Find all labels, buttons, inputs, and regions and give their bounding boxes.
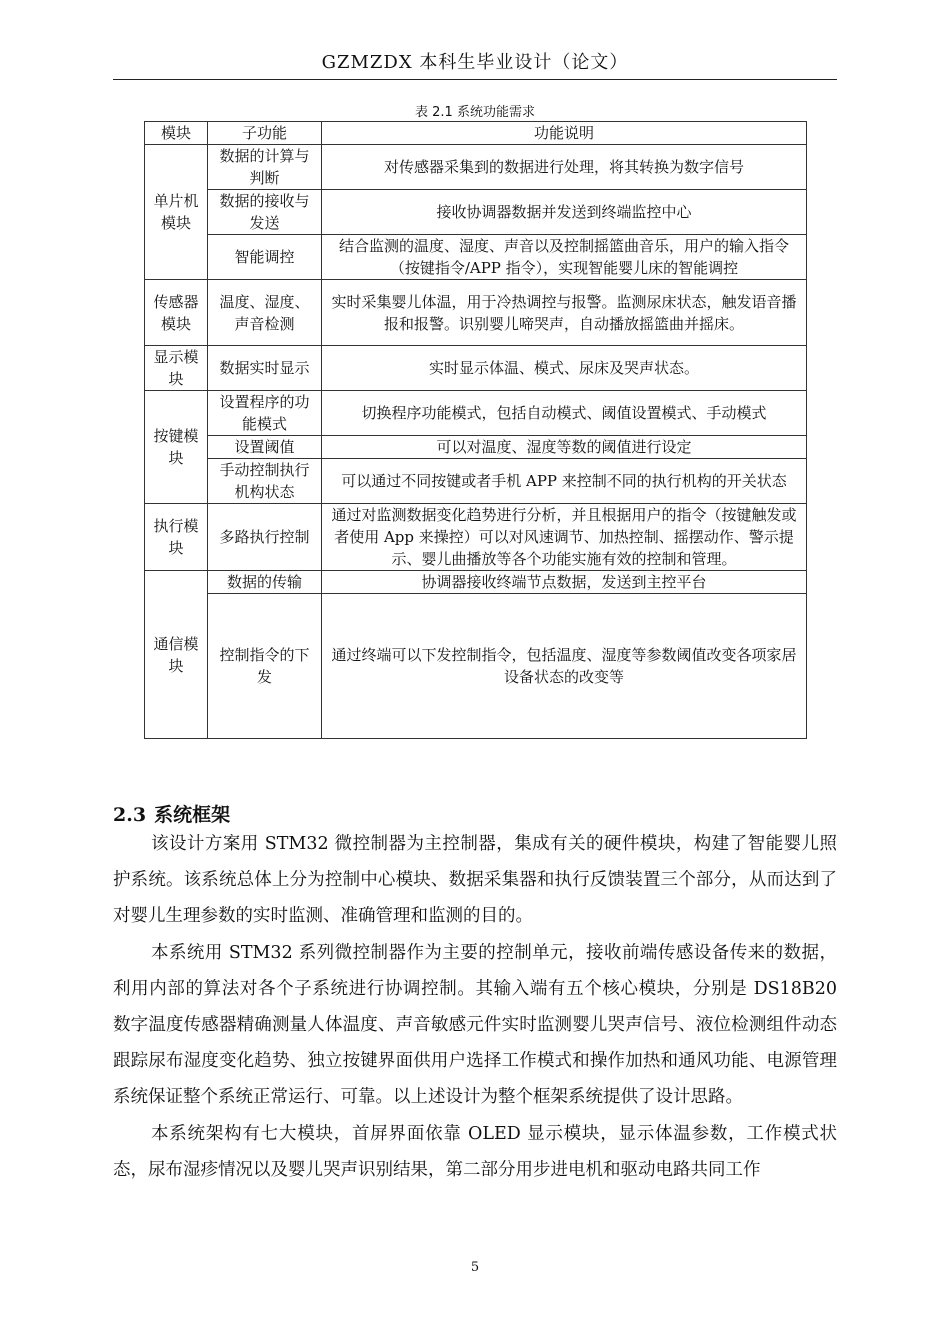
body-text xyxy=(113,826,837,1188)
module-cell: 传感器模块 xyxy=(145,280,208,346)
header-rule xyxy=(113,79,837,80)
module-cell: 执行模块 xyxy=(145,504,208,571)
subfunction-cell: 温度、湿度、声音检测 xyxy=(208,280,322,346)
table-header-row xyxy=(145,122,807,145)
section-heading xyxy=(113,800,230,827)
table-row xyxy=(145,145,807,190)
paragraph: 本系统架构有七大模块，首屏界面依靠 OLED 显示模块，显示体温参数，工作模式状态，尿布湿疹情况以及婴儿哭声识别结果，第二部分用步进电机和驱动电路共同工作 xyxy=(113,1123,837,1180)
description-cell: 结合监测的温度、湿度、声音以及控制摇篮曲音乐，用户的输入指令（按键指令/APP 指令），实现智能婴儿床的智能调控 xyxy=(322,235,807,280)
description-cell: 通过对监测数据变化趋势进行分析，并且根据用户的指令（按键触发或者使用 App 来操控）可以对风速调节、加热控制、摇摆动作、警示提示、婴儿曲播放等各个功能实施有效的控制和管理。 xyxy=(322,504,807,571)
subfunction-cell: 手动控制执行机构状态 xyxy=(208,459,322,504)
table-row xyxy=(145,280,807,346)
subfunction-cell: 数据实时显示 xyxy=(208,346,322,391)
subfunction-cell: 设置程序的功能模式 xyxy=(208,391,322,436)
description-cell: 接收协调器数据并发送到终端监控中心 xyxy=(322,190,807,235)
page-number: 5 xyxy=(470,1260,480,1275)
table-row xyxy=(145,391,807,436)
table-row xyxy=(145,504,807,571)
description-cell: 实时采集婴儿体温，用于冷热调控与报警。监测尿床状态，触发语音播报和报警。识别婴儿啼哭声，自动播放摇篮曲并摇床。 xyxy=(322,280,807,346)
subfunction-cell: 多路执行控制 xyxy=(208,504,322,571)
module-cell: 单片机模块 xyxy=(145,145,208,280)
description-cell: 协调器接收终端节点数据，发送到主控平台 xyxy=(322,571,807,594)
description-cell: 切换程序功能模式，包括自动模式、阈值设置模式、手动模式 xyxy=(322,391,807,436)
subfunction-cell: 数据的计算与判断 xyxy=(208,145,322,190)
paragraph: 该设计方案用 STM32 微控制器为主控制器，集成有关的硬件模块，构建了智能婴儿照护系统。该系统总体上分为控制中心模块、数据采集器和执行反馈装置三个部分，从而达到了对婴儿生理参数的实时监测、准确管理和监测的目的。 xyxy=(113,834,837,927)
description-cell: 可以通过不同按键或者手机 APP 来控制不同的执行机构的开关状态 xyxy=(322,459,807,504)
table-row xyxy=(145,571,807,594)
subfunction-cell: 数据的传输 xyxy=(208,571,322,594)
column-header-description: 功能说明 xyxy=(322,122,807,145)
table-row xyxy=(145,436,807,459)
module-cell: 显示模块 xyxy=(145,346,208,391)
description-cell: 对传感器采集到的数据进行处理，将其转换为数字信号 xyxy=(322,145,807,190)
table-row xyxy=(145,235,807,280)
table-caption: 表 2.1 系统功能需求 xyxy=(415,105,535,120)
module-cell: 按键模块 xyxy=(145,391,208,504)
column-header-subfunction: 子功能 xyxy=(208,122,322,145)
requirements-table xyxy=(144,121,807,739)
subfunction-cell: 智能调控 xyxy=(208,235,322,280)
description-cell: 可以对温度、湿度等数的阈值进行设定 xyxy=(322,436,807,459)
paragraph: 本系统用 STM32 系列微控制器作为主要的控制单元，接收前端传感设备传来的数据，利用内部的算法对各个子系统进行协调控制。其输入端有五个核心模块，分别是 DS18B20 数字温度传感器精确测量人体温度、声音敏感元件实时监测婴儿哭声信号、液位检测组件动态跟踪尿布湿度变化趋势、独立按键界面供用户选择工作模式和操作加热和通风功能、电源管理系统保证整个系统正常运行、可靠。以上述设计为整个框架系统提供了设计思路。 xyxy=(113,942,837,1108)
table-row xyxy=(145,594,807,739)
subfunction-cell: 设置阈值 xyxy=(208,436,322,459)
section-number: 2.3 xyxy=(113,804,147,826)
running-header: GZMZDX 本科生毕业设计（论文） xyxy=(321,52,629,73)
description-cell: 实时显示体温、模式、尿床及哭声状态。 xyxy=(322,346,807,391)
subfunction-cell: 数据的接收与发送 xyxy=(208,190,322,235)
table-row xyxy=(145,190,807,235)
section-title: 系统框架 xyxy=(154,804,231,826)
table-row xyxy=(145,346,807,391)
table-row xyxy=(145,459,807,504)
description-cell: 通过终端可以下发控制指令，包括温度、湿度等参数阈值改变各项家居设备状态的改变等 xyxy=(322,594,807,739)
column-header-module: 模块 xyxy=(145,122,208,145)
subfunction-cell: 控制指令的下发 xyxy=(208,594,322,739)
module-cell: 通信模块 xyxy=(145,571,208,739)
